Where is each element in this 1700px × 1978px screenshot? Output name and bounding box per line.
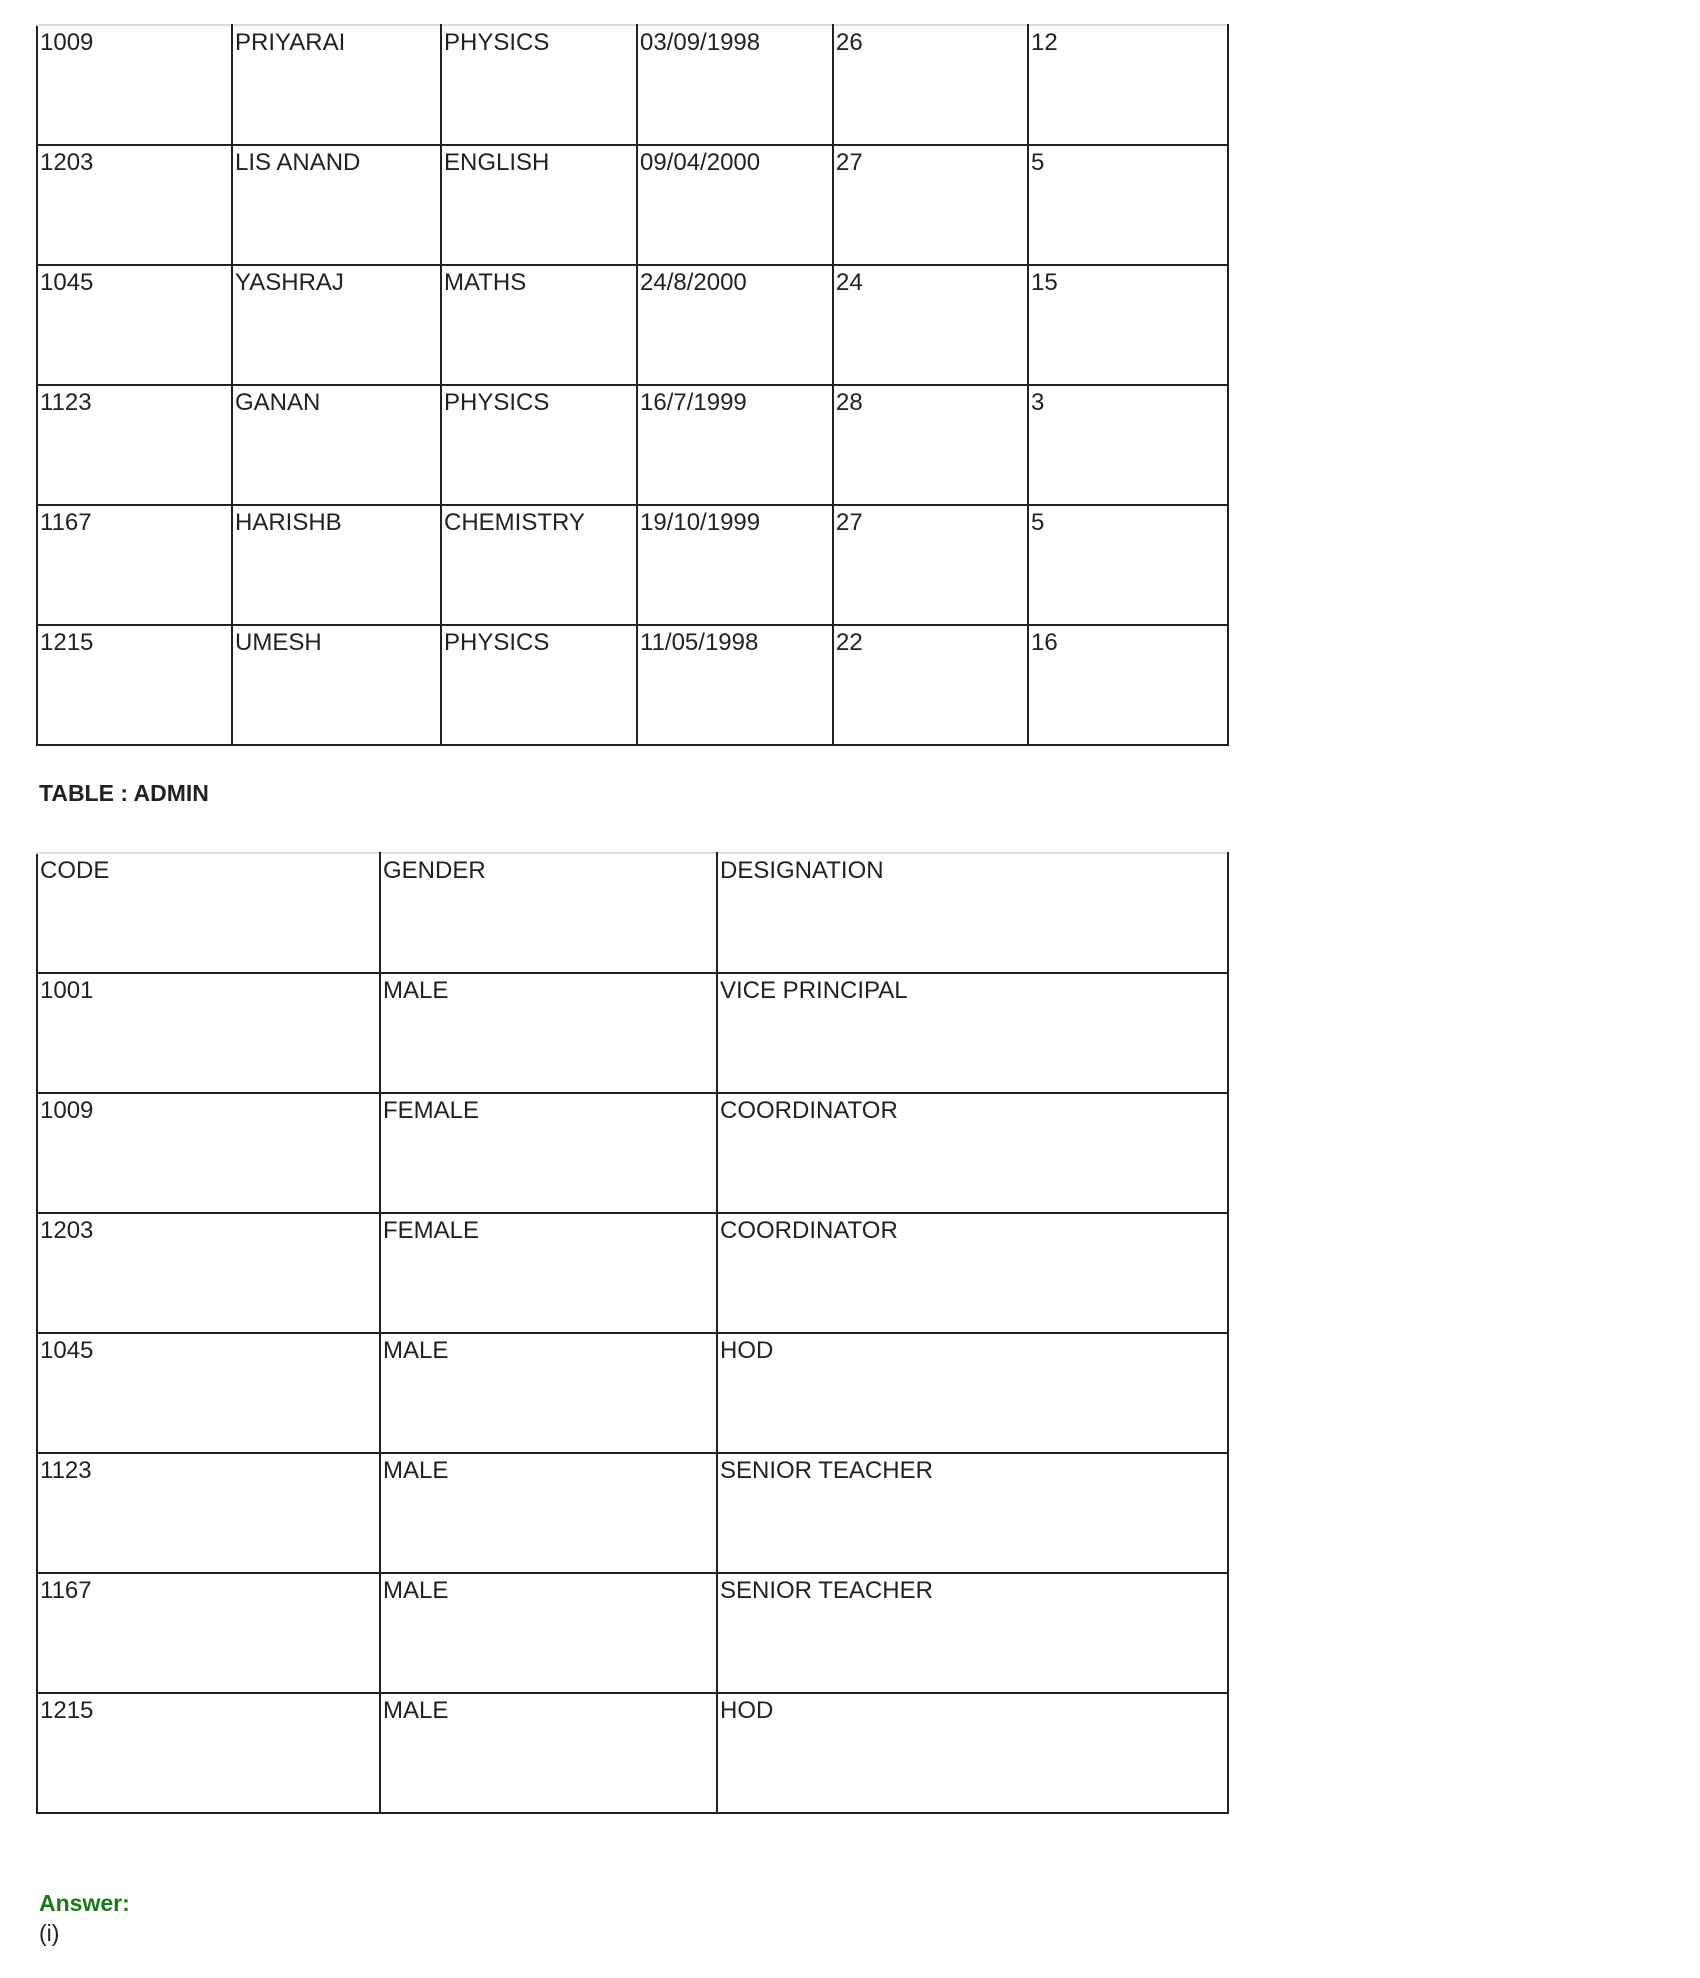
table-cell: COORDINATOR [717,1093,1228,1213]
answer-part: (i) [39,1920,60,1946]
faculty-table [36,24,1229,746]
table-cell: 03/09/1998 [637,25,833,145]
table-cell: 1045 [37,265,232,385]
table-cell: 27 [833,505,1028,625]
table-cell: HARISHB [232,505,441,625]
table-cell: MALE [380,973,717,1093]
table-cell: 15 [1028,265,1228,385]
table-cell: 1009 [37,1093,380,1213]
table-cell: 1045 [37,1333,380,1453]
table-row [37,853,1228,973]
table-cell: 3 [1028,385,1228,505]
table-cell: COORDINATOR [717,1213,1228,1333]
admin-table [36,852,1229,1814]
table-cell: 5 [1028,505,1228,625]
table-cell: HOD [717,1693,1228,1813]
table-cell: MALE [380,1693,717,1813]
table-row [37,1453,1228,1573]
answer-label: Answer: [39,1890,130,1916]
table-row [37,625,1228,745]
table-cell: 16 [1028,625,1228,745]
table-cell: 1167 [37,505,232,625]
table-row [37,1693,1228,1813]
table-row [37,973,1228,1093]
table-cell: LIS ANAND [232,145,441,265]
table-row [37,1213,1228,1333]
table-cell: 1123 [37,385,232,505]
table-cell: 27 [833,145,1028,265]
table-cell: GANAN [232,385,441,505]
table-cell: SENIOR TEACHER [717,1573,1228,1693]
table-cell: MALE [380,1333,717,1453]
table-cell: MALE [380,1453,717,1573]
table-cell: 24 [833,265,1028,385]
table-cell: HOD [717,1333,1228,1453]
table-cell: DESIGNATION [717,853,1228,973]
table-cell: PHYSICS [441,25,637,145]
table-cell: 24/8/2000 [637,265,833,385]
table-cell: 16/7/1999 [637,385,833,505]
table-cell: VICE PRINCIPAL [717,973,1228,1093]
table-cell: 1001 [37,973,380,1093]
table-row [37,265,1228,385]
table-row [37,25,1228,145]
table-cell: 1009 [37,25,232,145]
table-cell: 12 [1028,25,1228,145]
table-cell: MATHS [441,265,637,385]
table-cell: 1215 [37,625,232,745]
table-cell: 11/05/1998 [637,625,833,745]
table-cell: 26 [833,25,1028,145]
table-cell: MALE [380,1573,717,1693]
table-cell: 1215 [37,1693,380,1813]
table-row [37,505,1228,625]
table-cell: CHEMISTRY [441,505,637,625]
table-row [37,1333,1228,1453]
table-cell: 22 [833,625,1028,745]
table-cell: FEMALE [380,1093,717,1213]
table-cell: 1167 [37,1573,380,1693]
admin-table-title: TABLE : ADMIN [39,780,209,806]
table-cell: ENGLISH [441,145,637,265]
table-cell: PHYSICS [441,625,637,745]
table-cell: 5 [1028,145,1228,265]
table-row [37,145,1228,265]
table-cell: GENDER [380,853,717,973]
table-cell: 1203 [37,1213,380,1333]
table-row [37,1573,1228,1693]
table-cell: PHYSICS [441,385,637,505]
table-cell: YASHRAJ [232,265,441,385]
table-cell: 09/04/2000 [637,145,833,265]
table-cell: 1203 [37,145,232,265]
table-cell: FEMALE [380,1213,717,1333]
table-cell: 1123 [37,1453,380,1573]
table-row [37,385,1228,505]
table-cell: CODE [37,853,380,973]
table-cell: UMESH [232,625,441,745]
table-cell: SENIOR TEACHER [717,1453,1228,1573]
table-row [37,1093,1228,1213]
table-cell: PRIYARAI [232,25,441,145]
table-cell: 19/10/1999 [637,505,833,625]
table-cell: 28 [833,385,1028,505]
